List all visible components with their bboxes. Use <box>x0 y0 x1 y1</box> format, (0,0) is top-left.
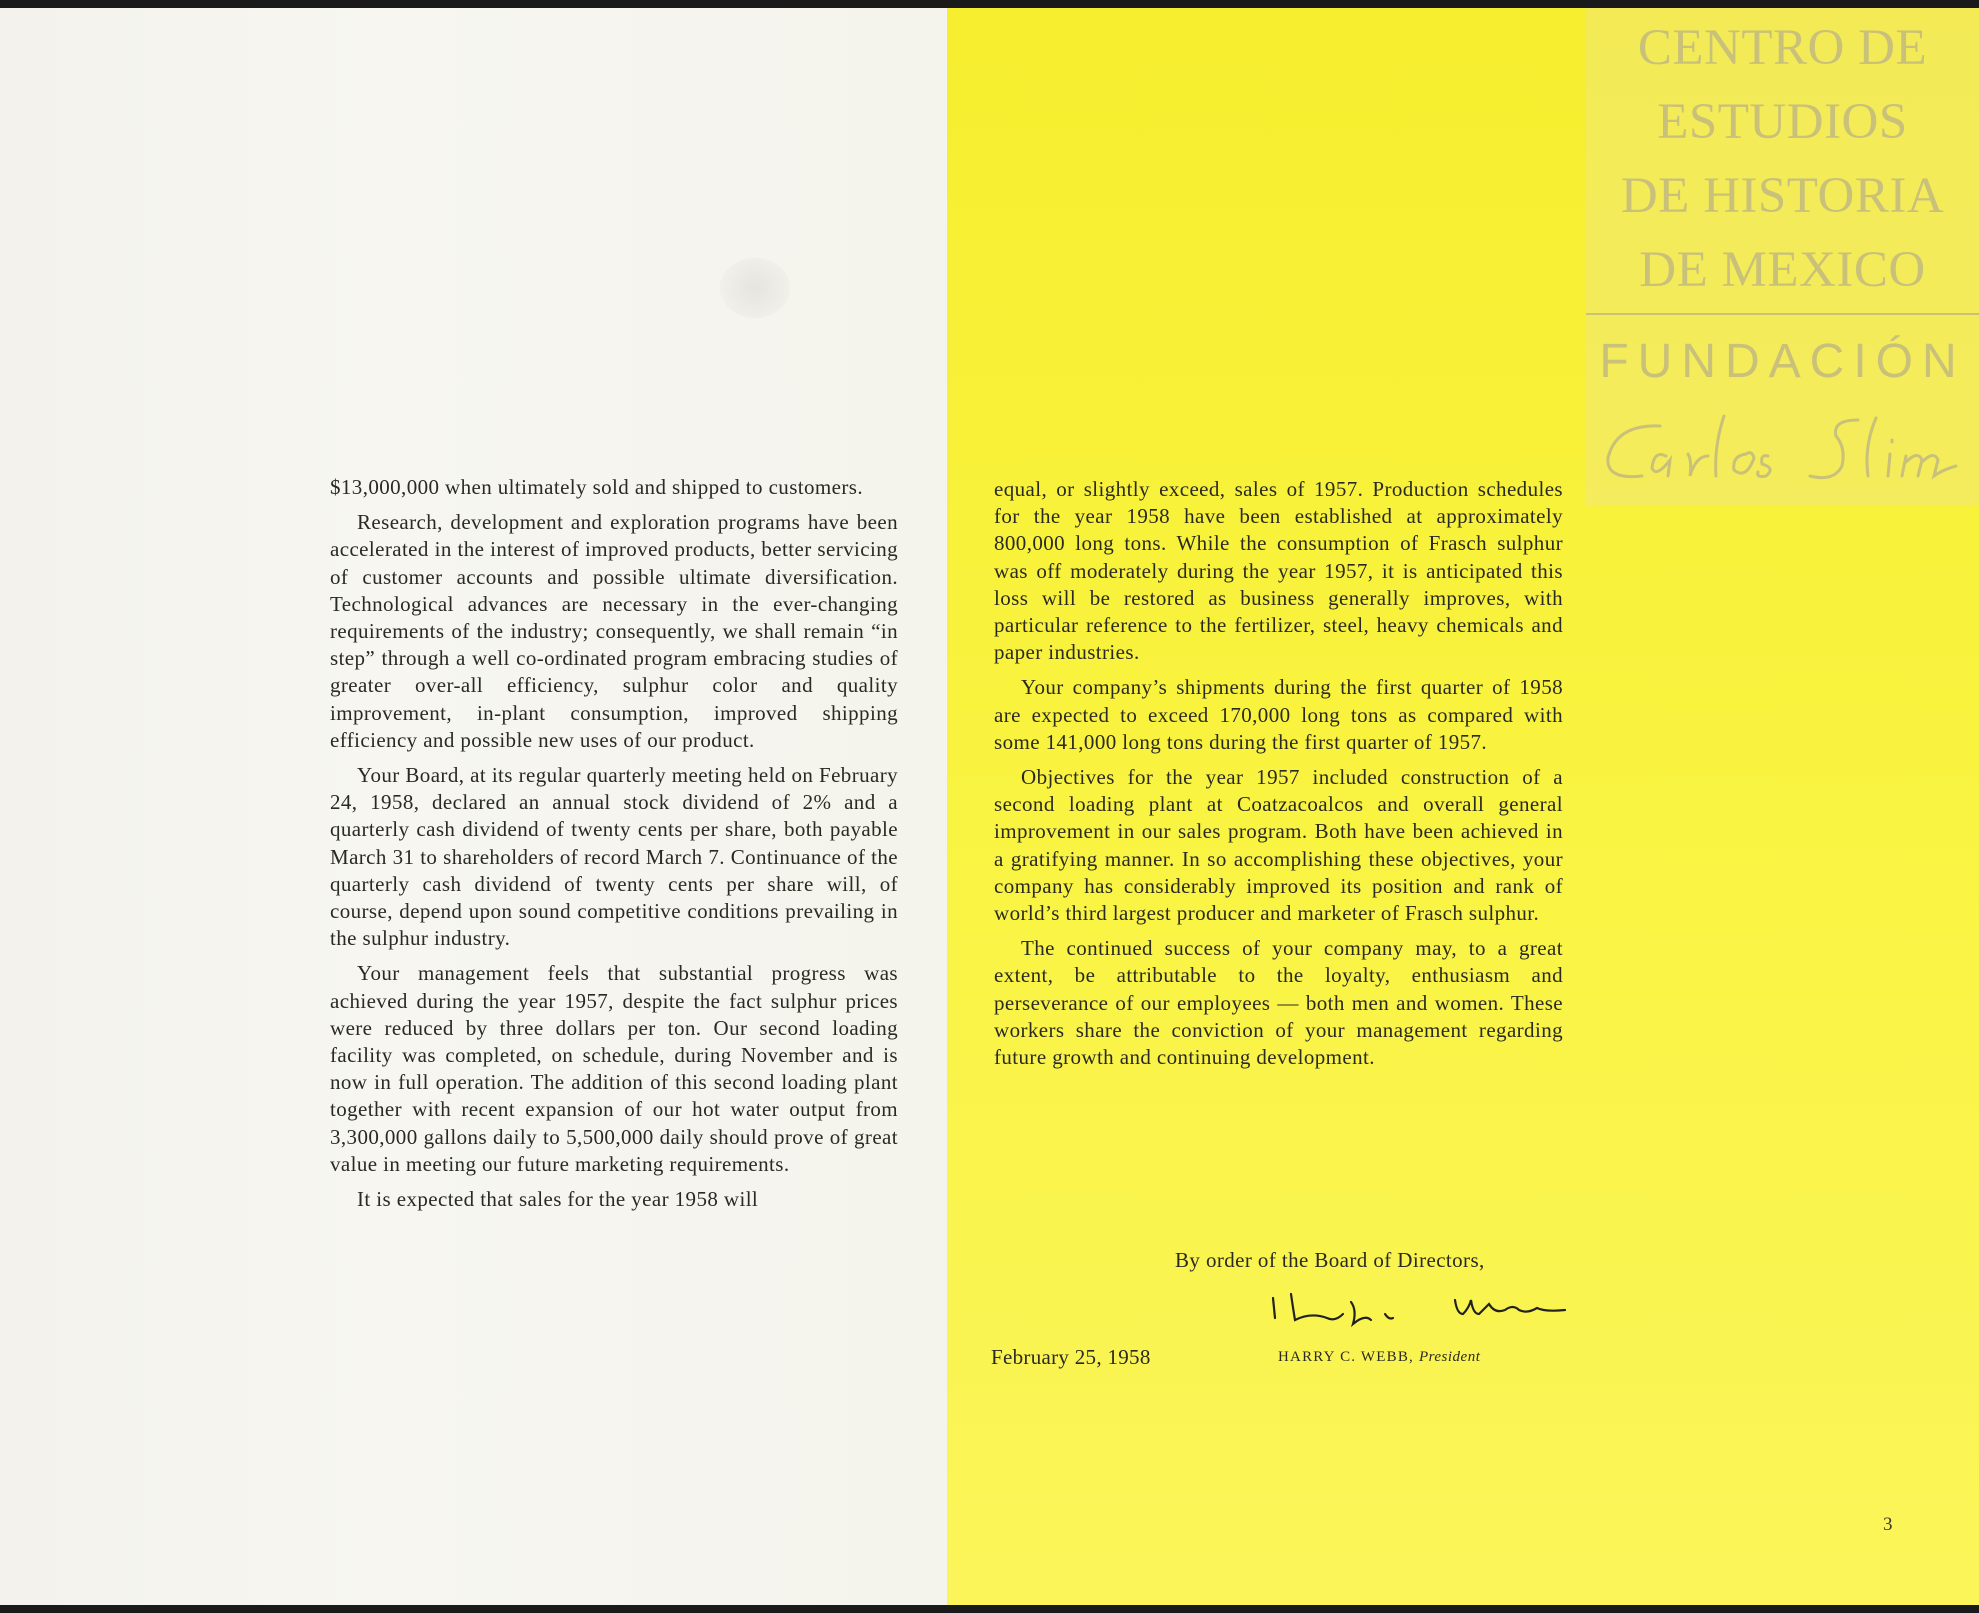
watermark-line: DE MEXICO <box>1639 242 1926 298</box>
paragraph: Your Board, at its regular quarterly meeting held on February 24, 1958, declared an annual stock dividend of 2% and a quarterly cash dividend of twenty cents per share, both payable March 31 to shareholders of record March 7. Continuance of the quarterly cash dividend of twenty cents per share will, of course, depend upon sound competitive conditions prevailing in the sulphur industry. <box>330 763 898 951</box>
paragraph: $13,000,000 when ultimately sold and shipped to customers. <box>330 475 863 499</box>
paragraph: Research, development and exploration programs have been accelerated in the interest of improved products, better servicing of customer accounts and possible ultimate diversification. Technological advances are necessary in the ever-changing requirements of the industry; consequently, we shall remain “in step” through a well co-ordinated program embracing studies of greater over-all efficiency, sulphur color and quality improvement, in-plant consumption, improved shipping efficiency and possible new uses of our product. <box>330 510 898 752</box>
paragraph: Your management feels that substantial progress was achieved during the year 1957, despite the fact sulphur prices were reduced by three dollars per ton. Our second loading facility was completed, on schedule, during November and is now in full operation. The addition of this second loading plant together with recent expansion of our hot water output from 3,300,000 gallons daily to 5,500,000 daily should prove of great value in meeting our future marketing requirements. <box>330 961 898 1176</box>
watermark <box>1586 8 1979 506</box>
paragraph: Objectives for the year 1957 included construction of a second loading plant at Coatzacoalcos and overall general improvement in our sales program. Both have been achieved in a gratifying manner. In so accomplishing these objectives, your company has considerably improved its position and rank of world’s third largest producer and marketer of Frasch sulphur. <box>994 765 1563 926</box>
document-spread <box>0 8 1979 1605</box>
signer-title: President <box>1418 1349 1481 1365</box>
watermark-foundation: FUNDACIÓN <box>1599 335 1966 388</box>
watermark-script-logo <box>1596 406 1979 496</box>
paragraph: equal, or slightly exceed, sales of 1957. Production schedules for the year 1958 have been established at approximately 800,000 long tons. While the consumption of Frasch sulphur was off moderately during the year 1957, it is anticipated this loss will be restored as business generally improves, with particular reference to the fertilizer, steel, heavy chemicals and paper industries. <box>994 477 1563 665</box>
paragraph: The continued success of your company may, to a great extent, be attributable to the loyalty, enthusiasm and perseverance of our employees — both men and women. These workers share the conviction of your management regarding future growth and continuing development. <box>994 936 1563 1070</box>
signer-name: HARRY C. WEBB, <box>1278 1349 1414 1365</box>
watermark-line: CENTRO DE <box>1637 20 1928 76</box>
signer-block <box>1278 1349 1480 1366</box>
watermark-line: ESTUDIOS <box>1657 94 1908 150</box>
signature <box>1265 1284 1580 1332</box>
page-number: 3 <box>1883 1514 1893 1535</box>
letter-date: February 25, 1958 <box>991 1345 1151 1369</box>
right-text-column <box>994 476 1563 1079</box>
paper-smudge <box>720 258 790 318</box>
closing-line: By order of the Board of Directors, <box>1175 1248 1485 1272</box>
watermark-rule <box>1586 313 1979 315</box>
left-text-column <box>330 474 898 1221</box>
paragraph: Your company’s shipments during the first quarter of 1958 are expected to exceed 170,000 long tons as compared with some 141,000 long tons during the first quarter of 1957. <box>994 675 1563 754</box>
paragraph: It is expected that sales for the year 1958 will <box>357 1187 759 1212</box>
watermark-line: DE HISTORIA <box>1620 168 1945 224</box>
left-page <box>0 8 947 1605</box>
